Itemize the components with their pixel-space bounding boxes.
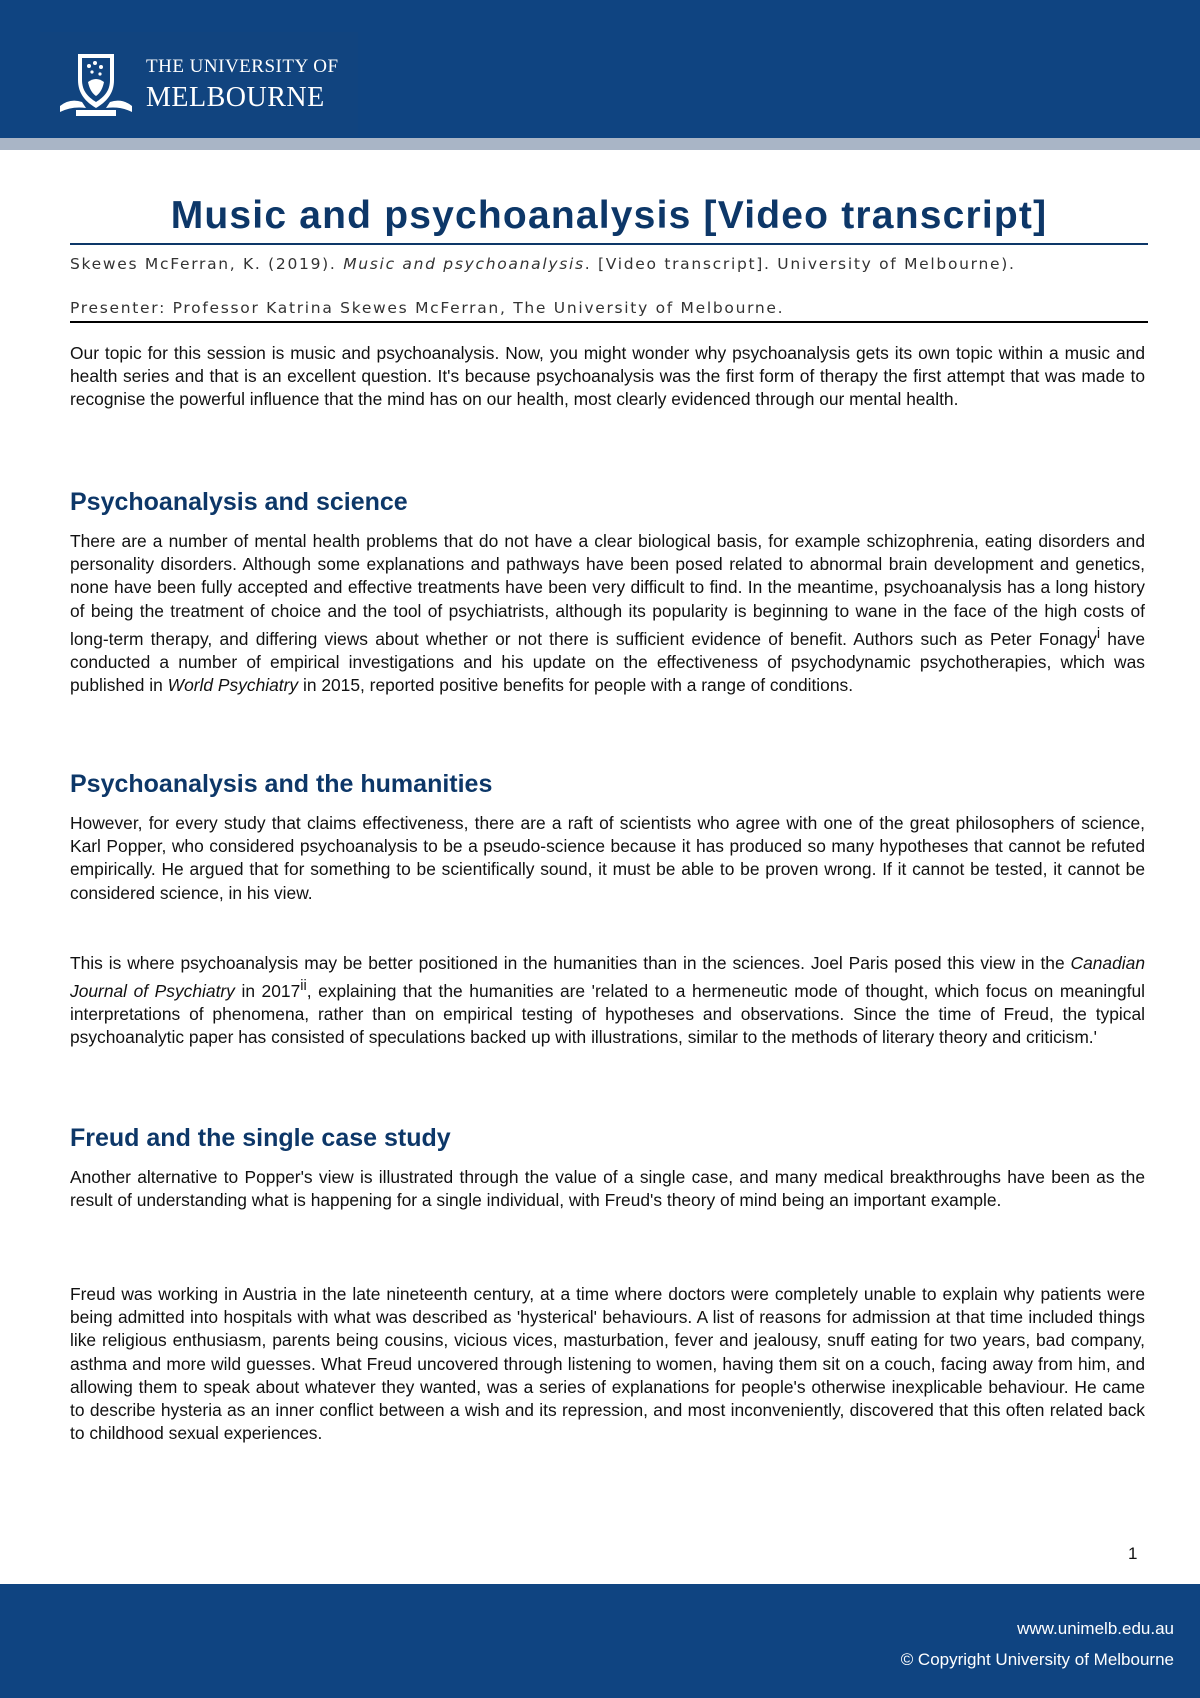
university-crest-icon bbox=[56, 48, 136, 120]
freud-paragraph-1: Another alternative to Popper's view is illustrated through the value of a single case, and many medical breakthroughs have been as the result of understanding what is happening for a single individual, with Freud's theory of mind being an important example. bbox=[70, 1167, 1145, 1211]
science-text-b: have conducted a number of empirical investigations and his update on the effectiveness of psychodynamic psychotherapies, which was published in bbox=[70, 628, 1146, 696]
logo-line-2: MELBOURNE bbox=[146, 81, 325, 113]
humanities-paragraph-2 bbox=[70, 952, 1145, 1050]
endnote-ref-ii[interactable]: ii bbox=[300, 978, 307, 995]
science-paragraph bbox=[70, 530, 1145, 697]
title-underline bbox=[70, 243, 1148, 245]
page-number: 1 bbox=[1128, 1544, 1138, 1563]
endnote-ref-i[interactable]: i bbox=[1096, 625, 1101, 642]
document-title: Music and psychoanalysis [Video transcript] bbox=[170, 194, 1048, 237]
footer-copyright: © Copyright University of Melbourne bbox=[900, 1650, 1174, 1669]
header-stripe bbox=[0, 138, 1200, 150]
citation bbox=[70, 255, 1148, 273]
section-heading-freud: Freud and the single case study bbox=[70, 1124, 451, 1152]
section-heading-humanities: Psychoanalysis and the humanities bbox=[70, 770, 493, 798]
humanities-text-b: in 2017 bbox=[234, 981, 301, 1001]
citation-suffix: . [Video transcript]. University of Melbourne). bbox=[584, 255, 1016, 273]
freud-paragraph-2: Freud was working in Austria in the late nineteenth century, at a time where doctors were completely unable to explain why patients were being admitted into hospitals with what was described as 'hysterical' behaviours. A list of reasons for admission at that time included things like religious enthusiasm, parents being cousins, vicious vices, masturbation, fever and jealousy, snuff eating for two years, bad company, asthma and more wild guesses. What Freud uncovered through listening to women, having them sit on a couch, facing away from him, and allowing them to speak about whatever they wanted, was a series of explanations for people's otherwise inexplicable behaviour. He came to describe hysteria as an inner conflict between a wish and its repression, and most inconveniently, discovered that this often related back to childhood sexual experiences. bbox=[70, 1284, 1145, 1444]
science-text-c: in 2015, reported positive benefits for people with a range of conditions. bbox=[298, 675, 854, 696]
footer-band bbox=[0, 1584, 1200, 1698]
citation-prefix: Skewes McFerran, K. (2019). bbox=[70, 255, 344, 273]
humanities-text-c: , explaining that the humanities are 'related to a hermeneutic mode of thought, which focus on meaningful interpretations of phenomena, rather than on empirical testing of hypotheses and observations. Since the time of Freud, the typical psychoanalytic paper has consisted of speculations backed up with illustrations, similar to the methods of literary theory and criticism.' bbox=[70, 981, 1145, 1048]
section-heading-science: Psychoanalysis and science bbox=[70, 488, 408, 516]
journal-world-psychiatry: World Psychiatry bbox=[167, 675, 299, 696]
university-logo[interactable] bbox=[40, 32, 358, 136]
footer-url-link[interactable]: www.unimelb.edu.au bbox=[1017, 1619, 1174, 1638]
citation-work-title: Music and psychoanalysis bbox=[343, 255, 585, 273]
header-divider bbox=[70, 321, 1148, 323]
science-text-a: There are a number of mental health problems that do not have a clear biological basis, for example schizophrenia, eating disorders and personality disorders. Although some explanations and pathways have been posed related to abnormal brain development and genetics, none have been fully accepted and effective treatments have been very difficult to find. In the meantime, psychoanalysis has a long history of being the treatment of choice and the tool of psychiatrists, although its popularity is beginning to wane in the face of the high costs of long-term therapy, and differing views about whether or not there is sufficient evidence of benefit. Authors such as Peter Fonagy bbox=[70, 531, 1145, 649]
logo-line-1: THE UNIVERSITY OF bbox=[146, 55, 339, 77]
intro-paragraph: Our topic for this session is music and psychoanalysis. Now, you might wonder why psychoanalysis gets its own topic within a music and health series and that is an excellent question. It's because psychoanalysis was the first form of therapy the first attempt that was made to recognise the powerful influence that the mind has on our health, most clearly evidenced through our mental health. bbox=[70, 343, 1145, 410]
journal-canadian-psychiatry: Canadian Journal of Psychiatry bbox=[70, 953, 1145, 1001]
humanities-text-a: This is where psychoanalysis may be better positioned in the humanities than in the sciences. Joel Paris posed this view in the bbox=[70, 953, 1071, 973]
presenter-line: Presenter: Professor Katrina Skewes McFerran, The University of Melbourne. bbox=[70, 299, 785, 317]
humanities-paragraph-1: However, for every study that claims effectiveness, there are a raft of scientists who agree with one of the great philosophers of science, Karl Popper, who considered psychoanalysis to be a pseudo-science because it has produced so many hypotheses that cannot be refuted empirically. He argued that for something to be scientifically sound, it must be able to be proven wrong. If it cannot be tested, it cannot be considered science, in his view. bbox=[70, 813, 1145, 903]
